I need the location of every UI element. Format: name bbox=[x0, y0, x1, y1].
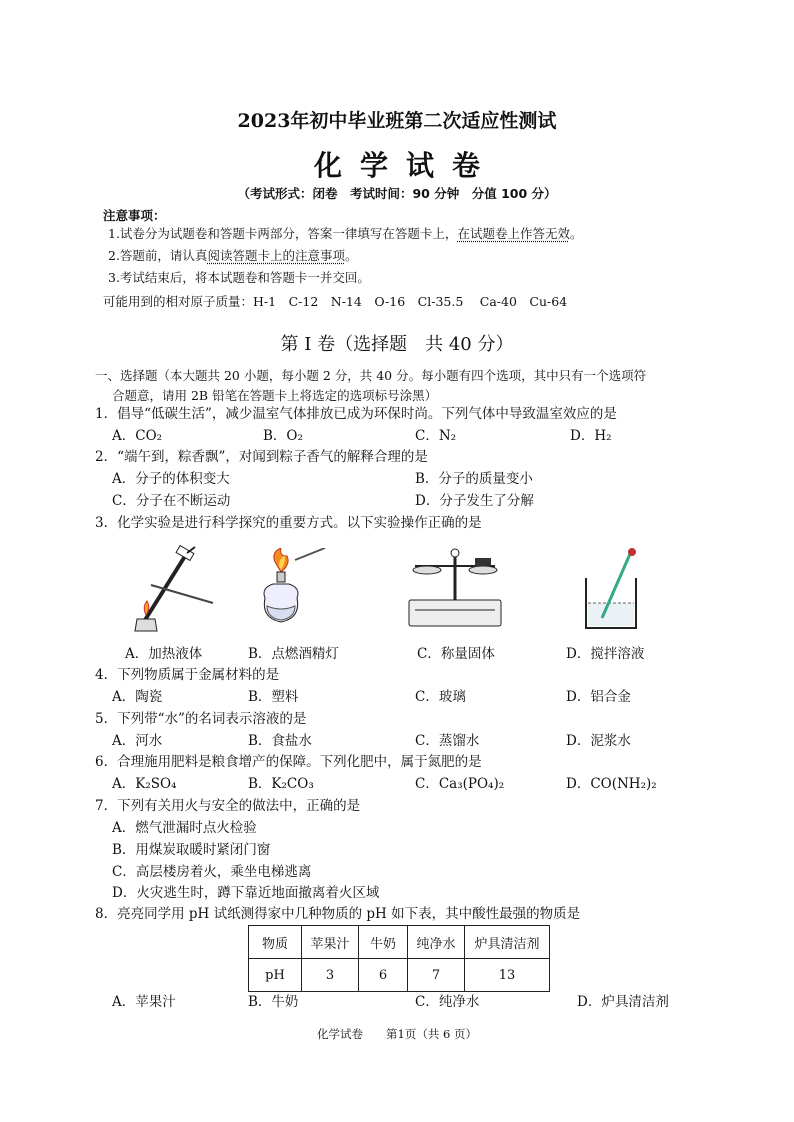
alcohol-lamp-illustration bbox=[255, 548, 335, 638]
question-7-option-d: D．火灾逃生时，蹲下靠近地面撤离着火区域 bbox=[112, 885, 380, 901]
question-7-option-c: C．高层楼房着火，乘坐电梯逃离 bbox=[112, 864, 312, 880]
notice-heading: 注意事项： bbox=[103, 208, 166, 223]
notice-item-1 bbox=[108, 224, 582, 242]
question-8-option-a: A．苹果汁 bbox=[112, 994, 176, 1010]
question-3-stem: 3．化学实验是进行科学探究的重要方式。以下实验操作正确的是 bbox=[95, 515, 482, 531]
question-7-option-b: B．用煤炭取暖时紧闭门窗 bbox=[112, 842, 271, 858]
question-7-option-a: A．燃气泄漏时点火检验 bbox=[112, 820, 257, 836]
ph-table-cell: 7 bbox=[408, 959, 465, 992]
question-3-option-d: D．搅拌溶液 bbox=[566, 646, 645, 662]
question-3-option-a: A．加热液体 bbox=[125, 646, 203, 662]
exam-title: 2023年初中毕业班第二次适应性测试 bbox=[237, 110, 557, 132]
notice-item-2 bbox=[108, 246, 357, 264]
notice-item-1-end: 。 bbox=[569, 226, 583, 241]
question-6-option-d: D．CO(NH₂)₂ bbox=[566, 776, 657, 792]
question-6-option-b: B．K₂CO₃ bbox=[248, 776, 314, 792]
ph-table-cell: 13 bbox=[465, 959, 550, 992]
question-1-option-a: A．CO₂ bbox=[112, 428, 163, 444]
question-4-option-d: D．铝合金 bbox=[566, 689, 631, 705]
question-3-option-c: C．称量固体 bbox=[417, 646, 495, 662]
stirring-illustration bbox=[580, 548, 650, 633]
section-title: 第 I 卷（选择题 共 40 分） bbox=[280, 334, 514, 355]
notice-item-2-text: 2.答题前，请认真 bbox=[108, 248, 208, 263]
question-2-option-d: D．分子发生了分解 bbox=[415, 493, 534, 509]
ph-table bbox=[248, 925, 550, 992]
question-1-stem: 1．倡导“低碳生活”，减少温室气体排放已成为环保时尚。下列气体中导致温室效应的是 bbox=[95, 406, 617, 422]
section-intro-line-2: 合题意，请用 2B 铅笔在答题卡上将选定的选项标号涂黑） bbox=[112, 388, 438, 403]
ph-table-header-cell: 炉具清洁剂 bbox=[465, 926, 550, 959]
ph-table-header-cell: 物质 bbox=[249, 926, 302, 959]
question-2-option-c: C．分子在不断运动 bbox=[112, 493, 231, 509]
exam-info: （考试形式：闭卷 考试时间：90 分钟 分值 100 分） bbox=[237, 186, 557, 201]
subject-title: 化学试卷 bbox=[313, 149, 498, 182]
question-5-stem: 5．下列带“水”的名词表示溶液的是 bbox=[95, 711, 307, 727]
notice-item-2-end: 。 bbox=[344, 248, 358, 263]
ph-table-cell: 6 bbox=[359, 959, 408, 992]
question-1-option-c: C．N₂ bbox=[415, 428, 457, 444]
question-5-option-a: A．河水 bbox=[112, 733, 163, 749]
question-2-option-a: A．分子的体积变大 bbox=[112, 471, 230, 487]
question-2-option-b: B．分子的质量变小 bbox=[415, 471, 533, 487]
ph-table-header-cell: 苹果汁 bbox=[302, 926, 359, 959]
notice-item-2-emphasis: 阅读答题卡上的注意事项 bbox=[207, 248, 345, 263]
ph-table-header-cell: 纯净水 bbox=[408, 926, 465, 959]
question-8-option-c: C．纯净水 bbox=[415, 994, 480, 1010]
question-4-option-c: C．玻璃 bbox=[415, 689, 466, 705]
question-7-stem: 7．下列有关用火与安全的做法中，正确的是 bbox=[95, 798, 361, 814]
question-6-option-a: A．K₂SO₄ bbox=[112, 776, 177, 792]
question-5-option-c: C．蒸馏水 bbox=[415, 733, 480, 749]
question-6-option-c: C．Ca₃(PO₄)₂ bbox=[415, 776, 505, 792]
notice-item-1-emphasis: 在试题卷上作答无效 bbox=[457, 226, 570, 241]
question-1-option-b: B．O₂ bbox=[263, 428, 303, 444]
ph-table-row bbox=[249, 959, 550, 992]
ph-table-header-cell: 牛奶 bbox=[359, 926, 408, 959]
question-8-option-b: B．牛奶 bbox=[248, 994, 299, 1010]
question-5-option-b: B．食盐水 bbox=[248, 733, 312, 749]
question-1-option-d: D．H₂ bbox=[570, 428, 612, 444]
question-4-stem: 4．下列物质属于金属材料的是 bbox=[95, 667, 280, 683]
question-6-stem: 6．合理施用肥料是粮食增产的保障。下列化肥中，属于氮肥的是 bbox=[95, 754, 482, 770]
question-4-option-a: A．陶瓷 bbox=[112, 689, 163, 705]
heating-liquid-illustration bbox=[125, 545, 220, 635]
ph-table-cell: pH bbox=[249, 959, 302, 992]
balance-illustration bbox=[405, 548, 505, 633]
question-8-option-d: D．炉具清洁剂 bbox=[577, 994, 669, 1010]
question-8-stem: 8．亮亮同学用 pH 试纸测得家中几种物质的 pH 如下表，其中酸性最强的物质是 bbox=[95, 906, 581, 922]
notice-item-1-text: 1.试卷分为试题卷和答题卡两部分，答案一律填写在答题卡上， bbox=[108, 226, 458, 241]
section-intro-line-1: 一、选择题（本大题共 20 小题，每小题 2 分，共 40 分。每小题有四个选项，其中只有一个选项符 bbox=[95, 368, 647, 383]
question-2-stem: 2．“端午到，粽香飘”，对闻到粽子香气的解释合理的是 bbox=[95, 449, 428, 465]
ph-table-cell: 3 bbox=[302, 959, 359, 992]
question-4-option-b: B．塑料 bbox=[248, 689, 299, 705]
notice-item-3: 3.考试结束后，将本试题卷和答题卡一并交回。 bbox=[108, 270, 370, 285]
question-3-option-b: B．点燃酒精灯 bbox=[248, 646, 339, 662]
page-footer: 化学试卷 第1页（共 6 页） bbox=[317, 1027, 477, 1041]
question-5-option-d: D．泥浆水 bbox=[566, 733, 631, 749]
atomic-masses: 可能用到的相对原子质量：H-1 C-12 N-14 O-16 Cl-35.5 Ca-40 Cu-64 bbox=[103, 294, 568, 309]
ph-table-header-row bbox=[249, 926, 550, 959]
